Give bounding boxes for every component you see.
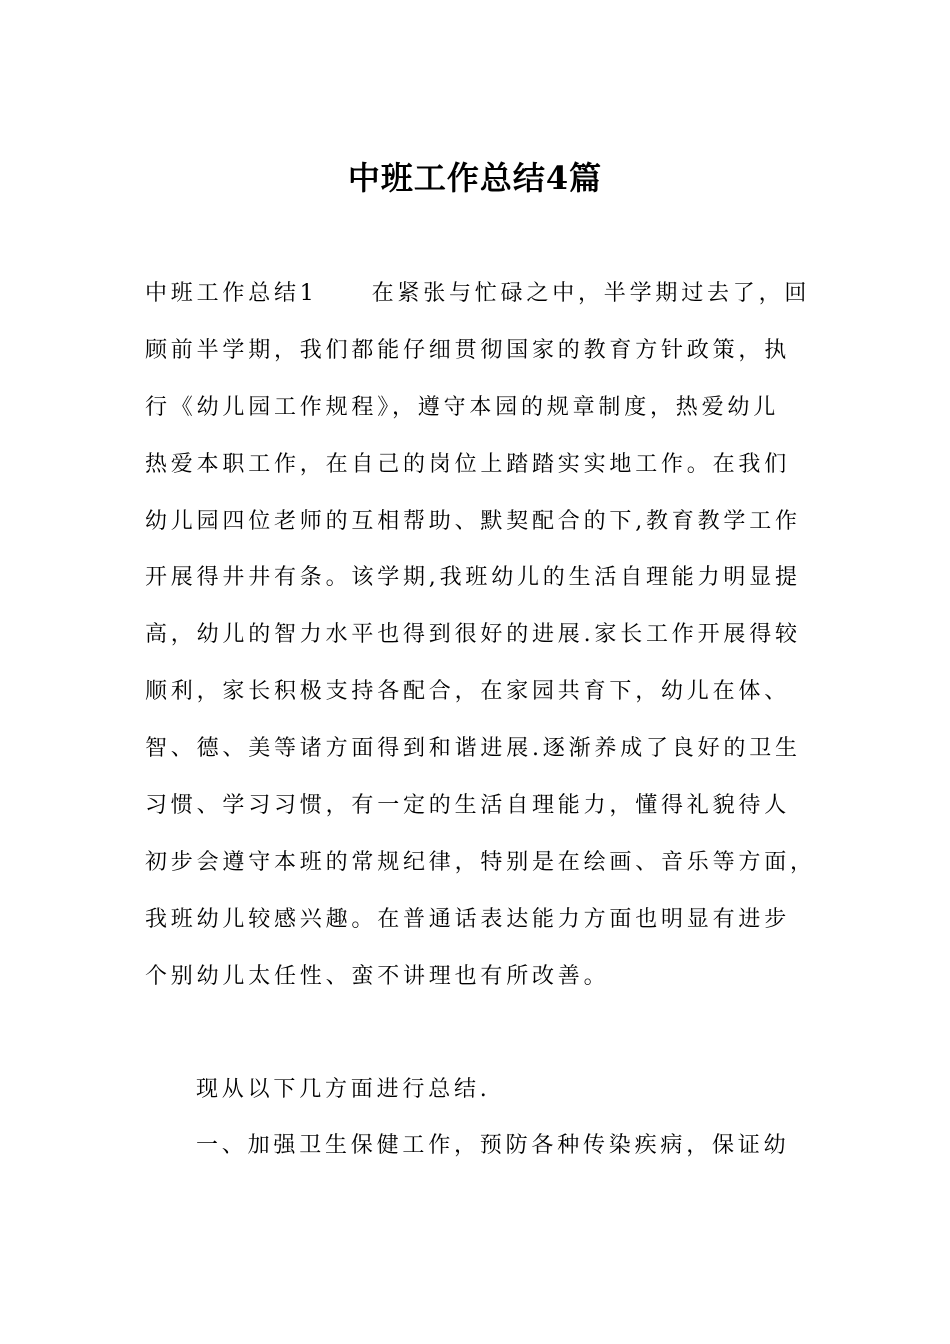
paragraph-line: 智、德、美等诸方面得到和谐进展.逐渐养成了良好的卫生 (145, 736, 801, 762)
paragraph-line: 幼儿园四位老师的互相帮助、默契配合的下,教育教学工作 (145, 508, 801, 534)
paragraph-line: 顺利，家长积极支持各配合，在家园共育下，幼儿在体、 (145, 679, 791, 705)
line-text: 在紧张与忙碌之中，半学期过去了，回 (371, 281, 811, 306)
document-title: 中班工作总结4篇 (347, 159, 603, 197)
section-label: 中班工作总结1 (145, 281, 318, 306)
paragraph-1 (145, 266, 815, 1006)
paragraph-line: 开展得井井有条。该学期,我班幼儿的生活自理能力明显提 (145, 565, 801, 591)
paragraph-line: 顾前半学期，我们都能仔细贯彻国家的教育方针政策，执 (145, 337, 791, 363)
paragraph-line: 热爱本职工作，在自己的岗位上踏踏实实地工作。在我们 (145, 451, 791, 477)
paragraph-line: 行《幼儿园工作规程》，遵守本园的规章制度，热爱幼儿 (145, 394, 780, 420)
paragraph-line: 个别幼儿太任性、蛮不讲理也有所改善。 (145, 963, 610, 989)
paragraph-2: 现从以下几方面进行总结. (196, 1077, 491, 1102)
paragraph-line: 我班幼儿较感兴趣。在普通话表达能力方面也明显有进步 (145, 906, 791, 932)
paragraph-line (145, 266, 815, 323)
paragraph-line: 习惯、学习习惯，有一定的生活自理能力，懂得礼貌待人 (145, 793, 791, 819)
paragraph-3: 一、加强卫生保健工作，预防各种传染疾病，保证幼 (196, 1133, 790, 1158)
paragraph-line: 高，幼儿的智力水平也得到很好的进展.家长工作开展得较 (145, 622, 801, 648)
paragraph-line: 初步会遵守本班的常规纪律，特别是在绘画、音乐等方面， (145, 849, 816, 875)
